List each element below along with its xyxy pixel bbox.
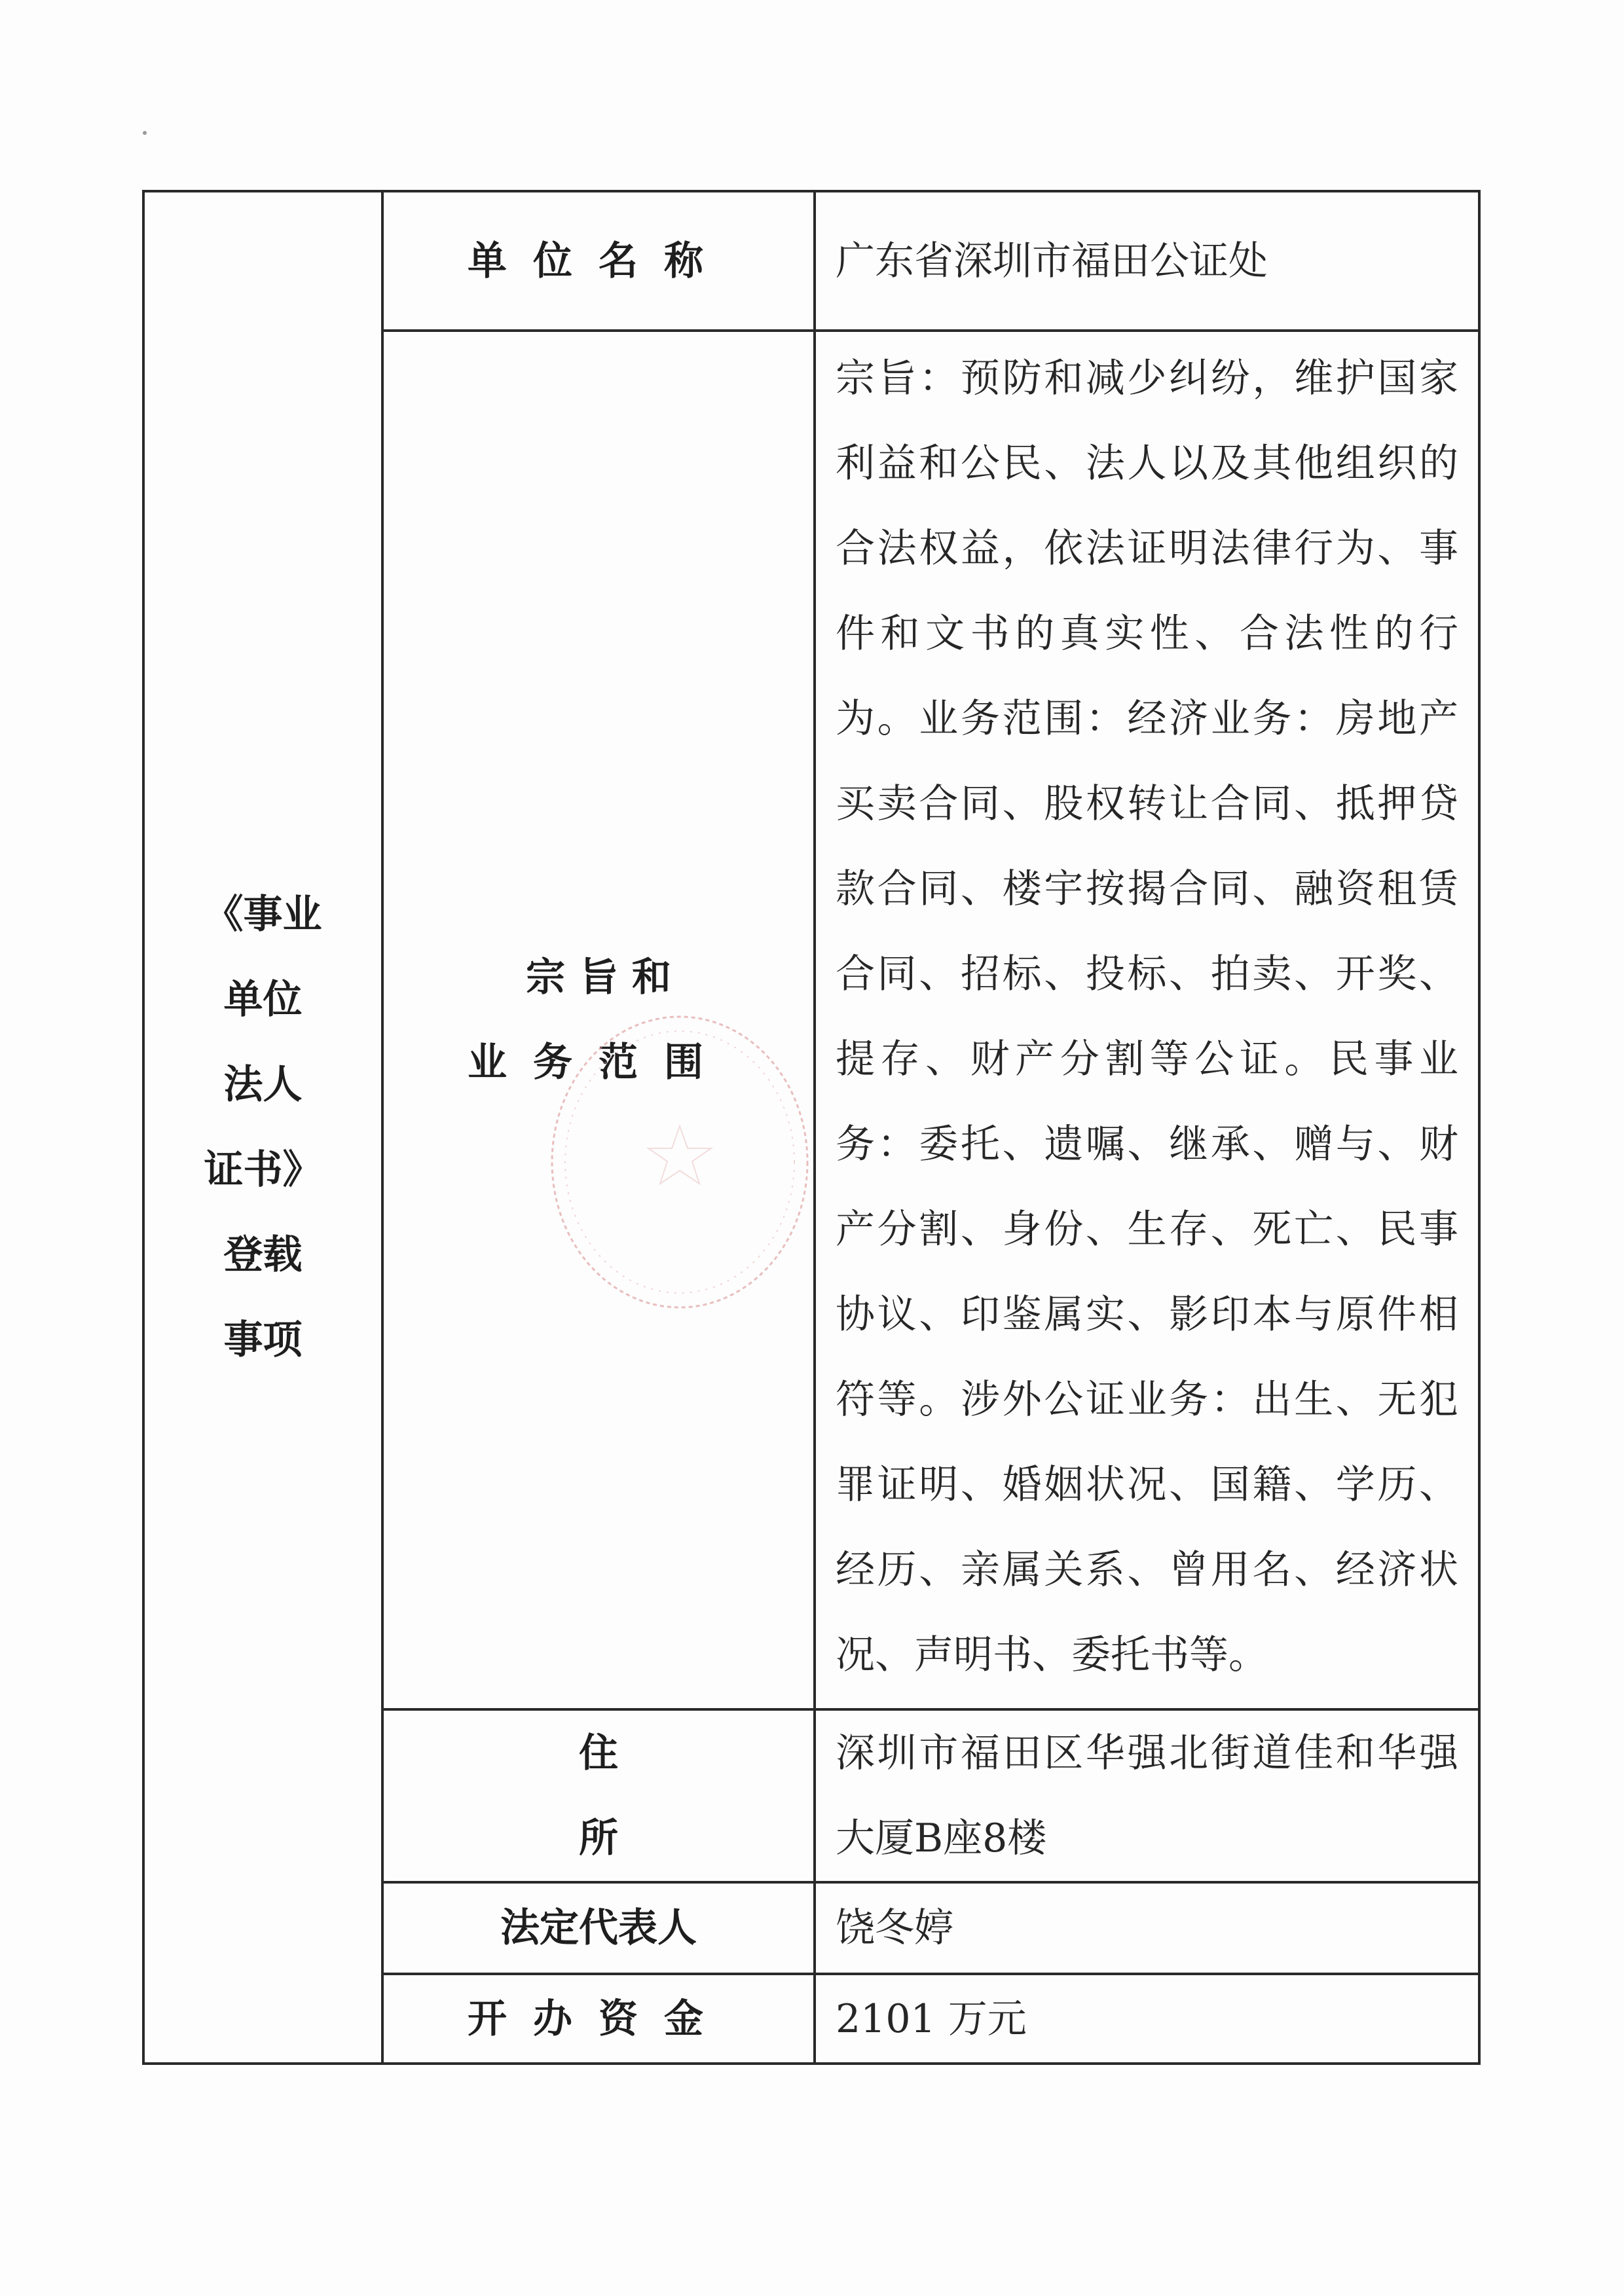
side-title-line: 登载 — [223, 1232, 303, 1278]
side-title — [145, 872, 381, 1383]
representative-label — [382, 1882, 815, 1974]
purpose-scope-value — [815, 331, 1479, 1709]
capital-label — [382, 1974, 815, 2064]
representative-value — [815, 1882, 1479, 1974]
side-title-line: 单位 — [223, 977, 303, 1023]
purpose-scope-label — [382, 331, 815, 1709]
address-label-text: 住所 — [579, 1730, 736, 1861]
purpose-scope-label-line: 宗 旨 和 — [526, 955, 671, 1000]
purpose-scope-text: 宗旨：预防和减少纠纷，维护国家利益和公民、法人以及其他组织的合法权益，依法证明法律行为、事件和文书的真实性、合法性的行为。业务范围：经济业务：房地产买卖合同、股权转让合同、抵押贷款合同、楼宇按揭合同、融资租赁合同、招标、投标、拍卖、开奖、提存、财产分割等公证。民事业务：委托、遗嘱、继承、赠与、财产分割、身份、生存、死亡、民事协议、印鉴属实、影印本与原件相符等。涉外公证业务：出生、无犯罪证明、婚姻状况、国籍、学历、经历、亲属关系、曾用名、经济状况、声明书、委托书等。 — [836, 355, 1458, 1678]
row-unit-name — [143, 191, 1479, 331]
address-label — [382, 1709, 815, 1882]
representative-value-text: 饶冬婷 — [836, 1905, 953, 1951]
capital-value — [815, 1974, 1479, 2064]
representative-label-text: 法定代表人 — [500, 1905, 697, 1951]
scan-speck — [143, 131, 147, 135]
address-value-text: 深圳市福田区华强北街道佳和华强大厦B座8楼 — [836, 1730, 1458, 1861]
address-value — [815, 1709, 1479, 1882]
unit-name-label-text: 单位名称 — [468, 238, 729, 284]
registration-table — [142, 190, 1481, 2065]
unit-name-label — [382, 191, 815, 331]
purpose-scope-label-line: 业务范围 — [468, 1040, 729, 1085]
side-title-line: 法人 — [223, 1062, 303, 1108]
unit-name-value-text: 广东省深圳市福田公证处 — [836, 238, 1268, 284]
side-title-line: 事项 — [223, 1317, 303, 1363]
side-title-cell — [143, 191, 382, 2064]
side-title-line: 证书》 — [204, 1147, 322, 1193]
side-title-line: 《事业 — [204, 892, 322, 938]
capital-label-text: 开办资金 — [468, 1995, 729, 2042]
capital-value-text: 2101 万元 — [836, 1995, 1027, 2042]
unit-name-value — [815, 191, 1479, 331]
